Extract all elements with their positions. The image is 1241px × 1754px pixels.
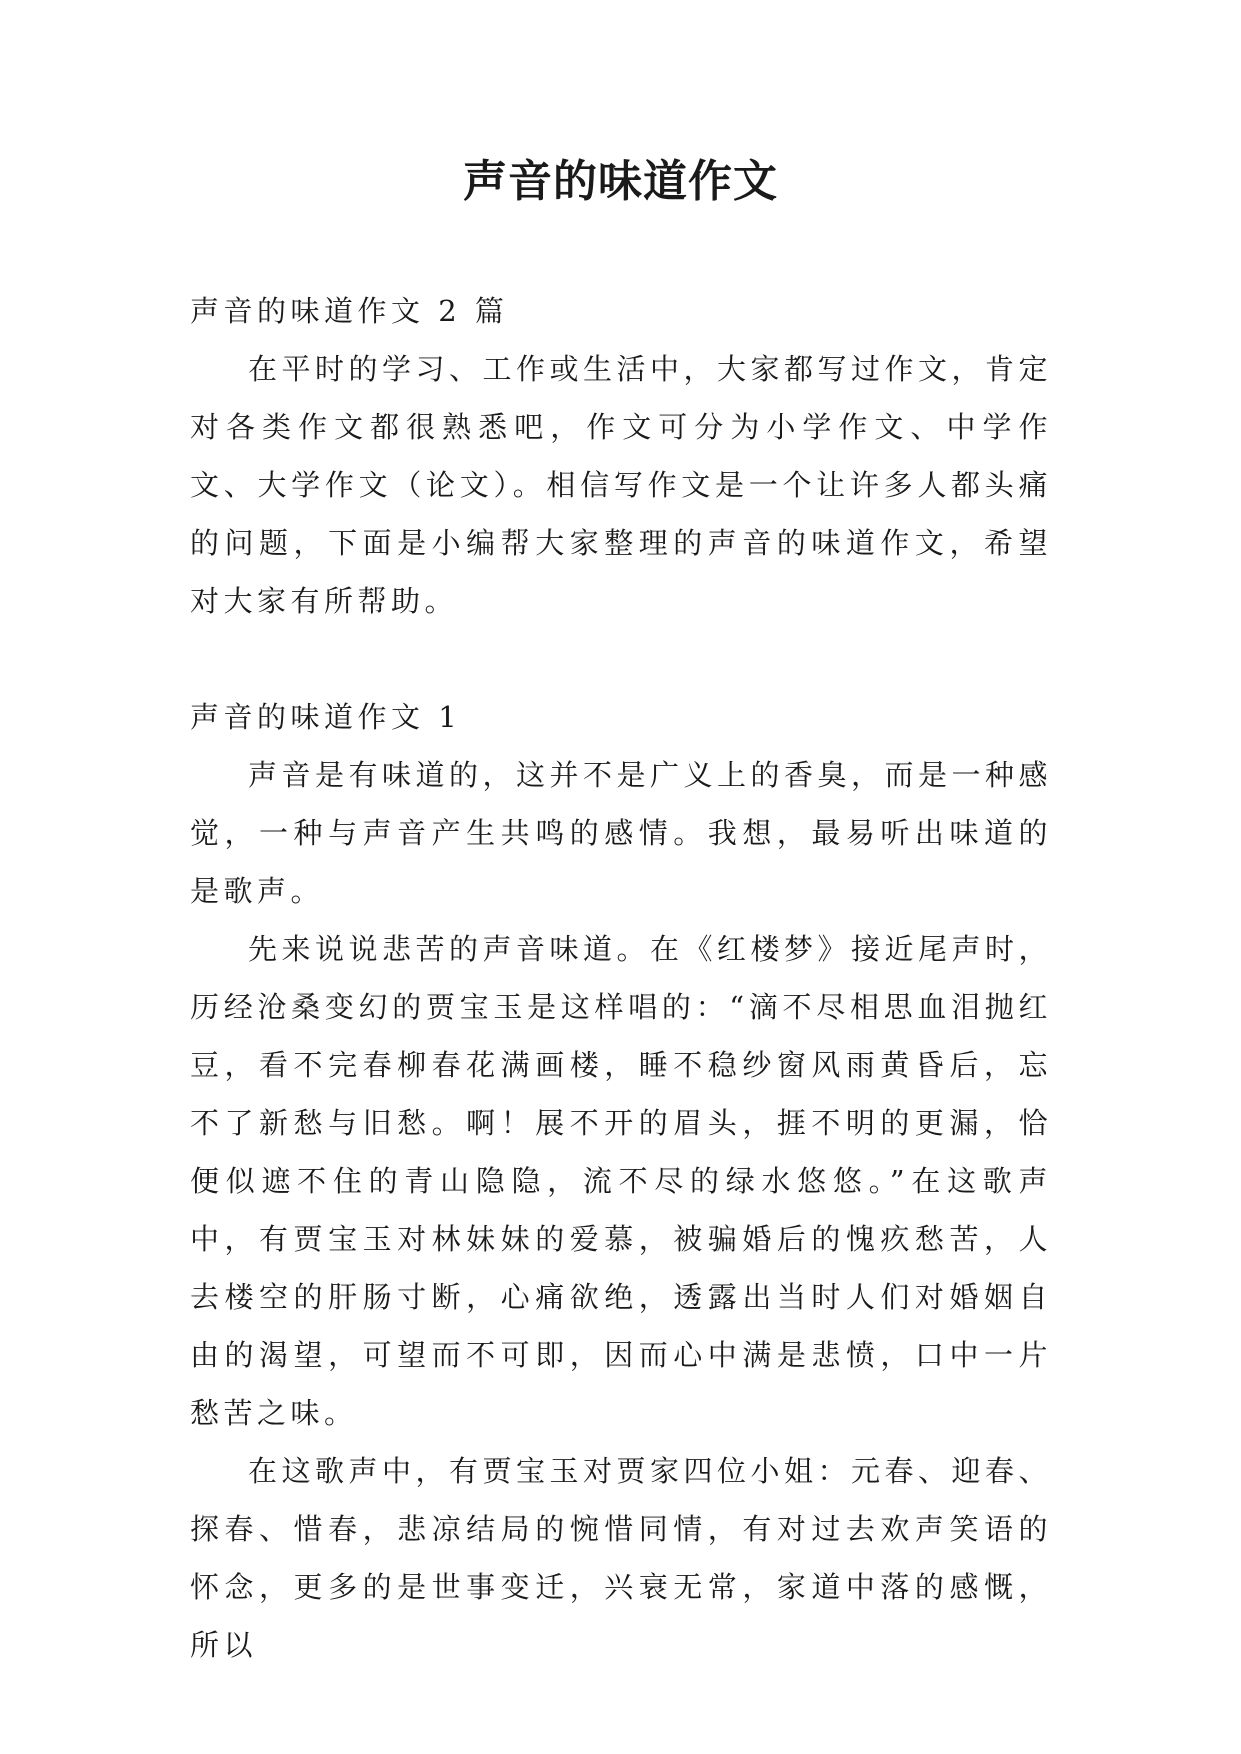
section1-paragraph-3: 在这歌声中，有贾宝玉对贾家四位小姐：元春、迎春、探春、惜春，悲凉结局的惋惜同情，有对过去欢声笑语的怀念，更多的是世事变迁，兴衰无常，家道中落的感慨，所以 [190,1454,1053,1662]
section1-paragraph-2: 先来说说悲苦的声音味道。在《红楼梦》接近尾声时，历经沧桑变幻的贾宝玉是这样唱的：“滴不尽相思血泪抛红豆，看不完春柳春花满画楼，睡不稳纱窗风雨黄昏后，忘不了新愁与旧愁。啊！展不开的眉头，捱不明的更漏，恰便似遮不住的青山隐隐，流不尽的绿水悠悠。”在这歌声中，有贾宝玉对林妹妹的爱慕，被骗婚后的愧疚愁苦，人去楼空的肝肠寸断，心痛欲绝，透露出当时人们对婚姻自由的渴望，可望而不可即，因而心中满是悲愤，口中一片愁苦之味。 [190,932,1053,1430]
document-title: 声音的味道作文 [463,156,778,207]
section-spacer [190,630,1052,688]
intro-heading: 声音的味道作文 2 篇 [190,294,509,328]
document-body [190,282,1052,1674]
intro-paragraph: 在平时的学习、工作或生活中，大家都写过作文，肯定对各类作文都很熟悉吧，作文可分为小学作文、中学作文、大学作文（论文）。相信写作文是一个让许多人都头痛的问题，下面是小编帮大家整理的声音的味道作文，希望对大家有所帮助。 [190,352,1053,618]
section1-paragraph-1: 声音是有味道的，这并不是广义上的香臭，而是一种感觉，一种与声音产生共鸣的感情。我想，最易听出味道的是歌声。 [190,758,1053,908]
section1-heading: 声音的味道作文 1 [190,700,462,734]
